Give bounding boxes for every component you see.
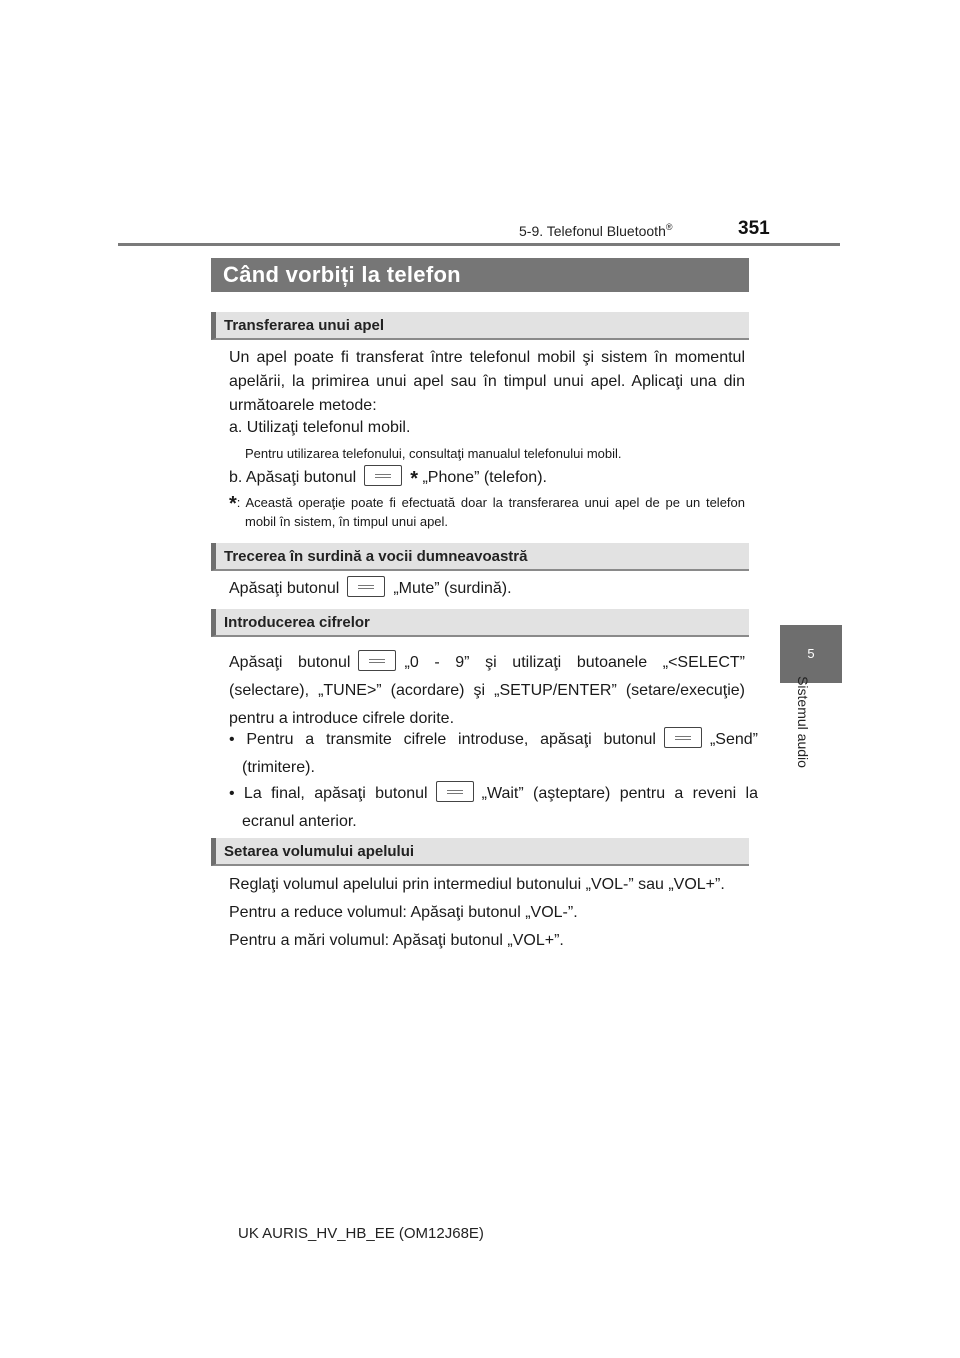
footnote-text: : Această operaţie poate fi efectuată doar la transferarea unui apel de pe un telefon mobil în sistem, în timpul unui apel. — [236, 495, 745, 529]
section-heading-transfer: Transferarea unui apel — [211, 312, 749, 340]
volume-line-2: Pentru a reduce volumul: Apăsaţi butonul „VOL-”. — [229, 904, 578, 921]
digits-button-icon — [358, 650, 396, 671]
wait-button-icon — [436, 781, 474, 802]
mute-text — [229, 576, 745, 601]
transfer-item-a: a. Utilizaţi telefonul mobil. — [229, 419, 411, 436]
page-number: 351 — [738, 218, 770, 239]
mute-button-icon — [347, 576, 385, 597]
chapter-label-text: Sistemul audio — [795, 676, 811, 768]
footnote-star-mark: * — [229, 493, 237, 515]
bullet-send-prefix: • Pentru a transmite cifrele introduse, apăsaţi butonul — [229, 731, 656, 748]
volume-line-3: Pentru a mări volumul: Apăsaţi butonul „VOL+”. — [229, 932, 564, 949]
transfer-note-a: Pentru utilizarea telefonului, consultaţi manualul telefonului mobil. — [245, 446, 622, 461]
digits-text-suffix: „0 - 9” şi utilizaţi butoanele „<SELECT” (selectare), „TUNE>” (acordare) şi „SETUP/ENTER” (setare/execuţie) pentru a introduce cifrele dorite. — [229, 654, 745, 727]
footer-model-code: UK AURIS_HV_HB_EE (OM12J68E) — [238, 1225, 484, 1242]
header-rule — [118, 243, 840, 246]
transfer-item-b — [229, 465, 745, 491]
page-title: Când vorbiți la telefon — [211, 258, 749, 292]
send-button-icon — [664, 727, 702, 748]
digits-bullet-send — [229, 726, 758, 782]
section-heading-mute: Trecerea în surdină a vocii dumneavoastră — [211, 543, 749, 571]
section-heading-volume: Setarea volumului apelului — [211, 838, 749, 866]
volume-line-1: Reglaţi volumul apelului prin intermediul butonului „VOL-” sau „VOL+”. — [229, 876, 725, 893]
chapter-tab: 5 — [780, 625, 842, 683]
phone-button-icon — [364, 465, 402, 486]
digits-text — [229, 649, 745, 733]
section-title: 5-9. Telefonul Bluetooth — [519, 223, 666, 239]
digits-bullet-wait — [229, 780, 758, 836]
mute-text-suffix: „Mute” (surdină). — [393, 580, 512, 597]
section-header — [519, 222, 673, 239]
digits-text-prefix: Apăsaţi butonul — [229, 654, 351, 671]
bullet-wait-suffix: „Wait” (aşteptare) pentru a reveni la ecranul anterior. — [242, 785, 759, 830]
bullet-send-suffix: „Send” (trimitere). — [242, 731, 758, 776]
mute-text-prefix: Apăsaţi butonul — [229, 580, 340, 597]
bullet-wait-prefix: • La final, apăsaţi butonul — [229, 785, 428, 802]
footnote-star: * — [410, 468, 419, 490]
item-b-label: „Phone” (telefon). — [422, 469, 547, 486]
registered-mark: ® — [665, 222, 673, 232]
transfer-footnote — [229, 494, 745, 531]
transfer-intro: Un apel poate fi transferat între telefonul mobil şi sistem în momentul apelării, la primirea unui apel sau în timpul unui apel. Aplicaţi una din următoarele metode: — [229, 349, 745, 414]
item-b-text: b. Apăsaţi butonul — [229, 469, 357, 486]
section-heading-digits: Introducerea cifrelor — [211, 609, 749, 637]
